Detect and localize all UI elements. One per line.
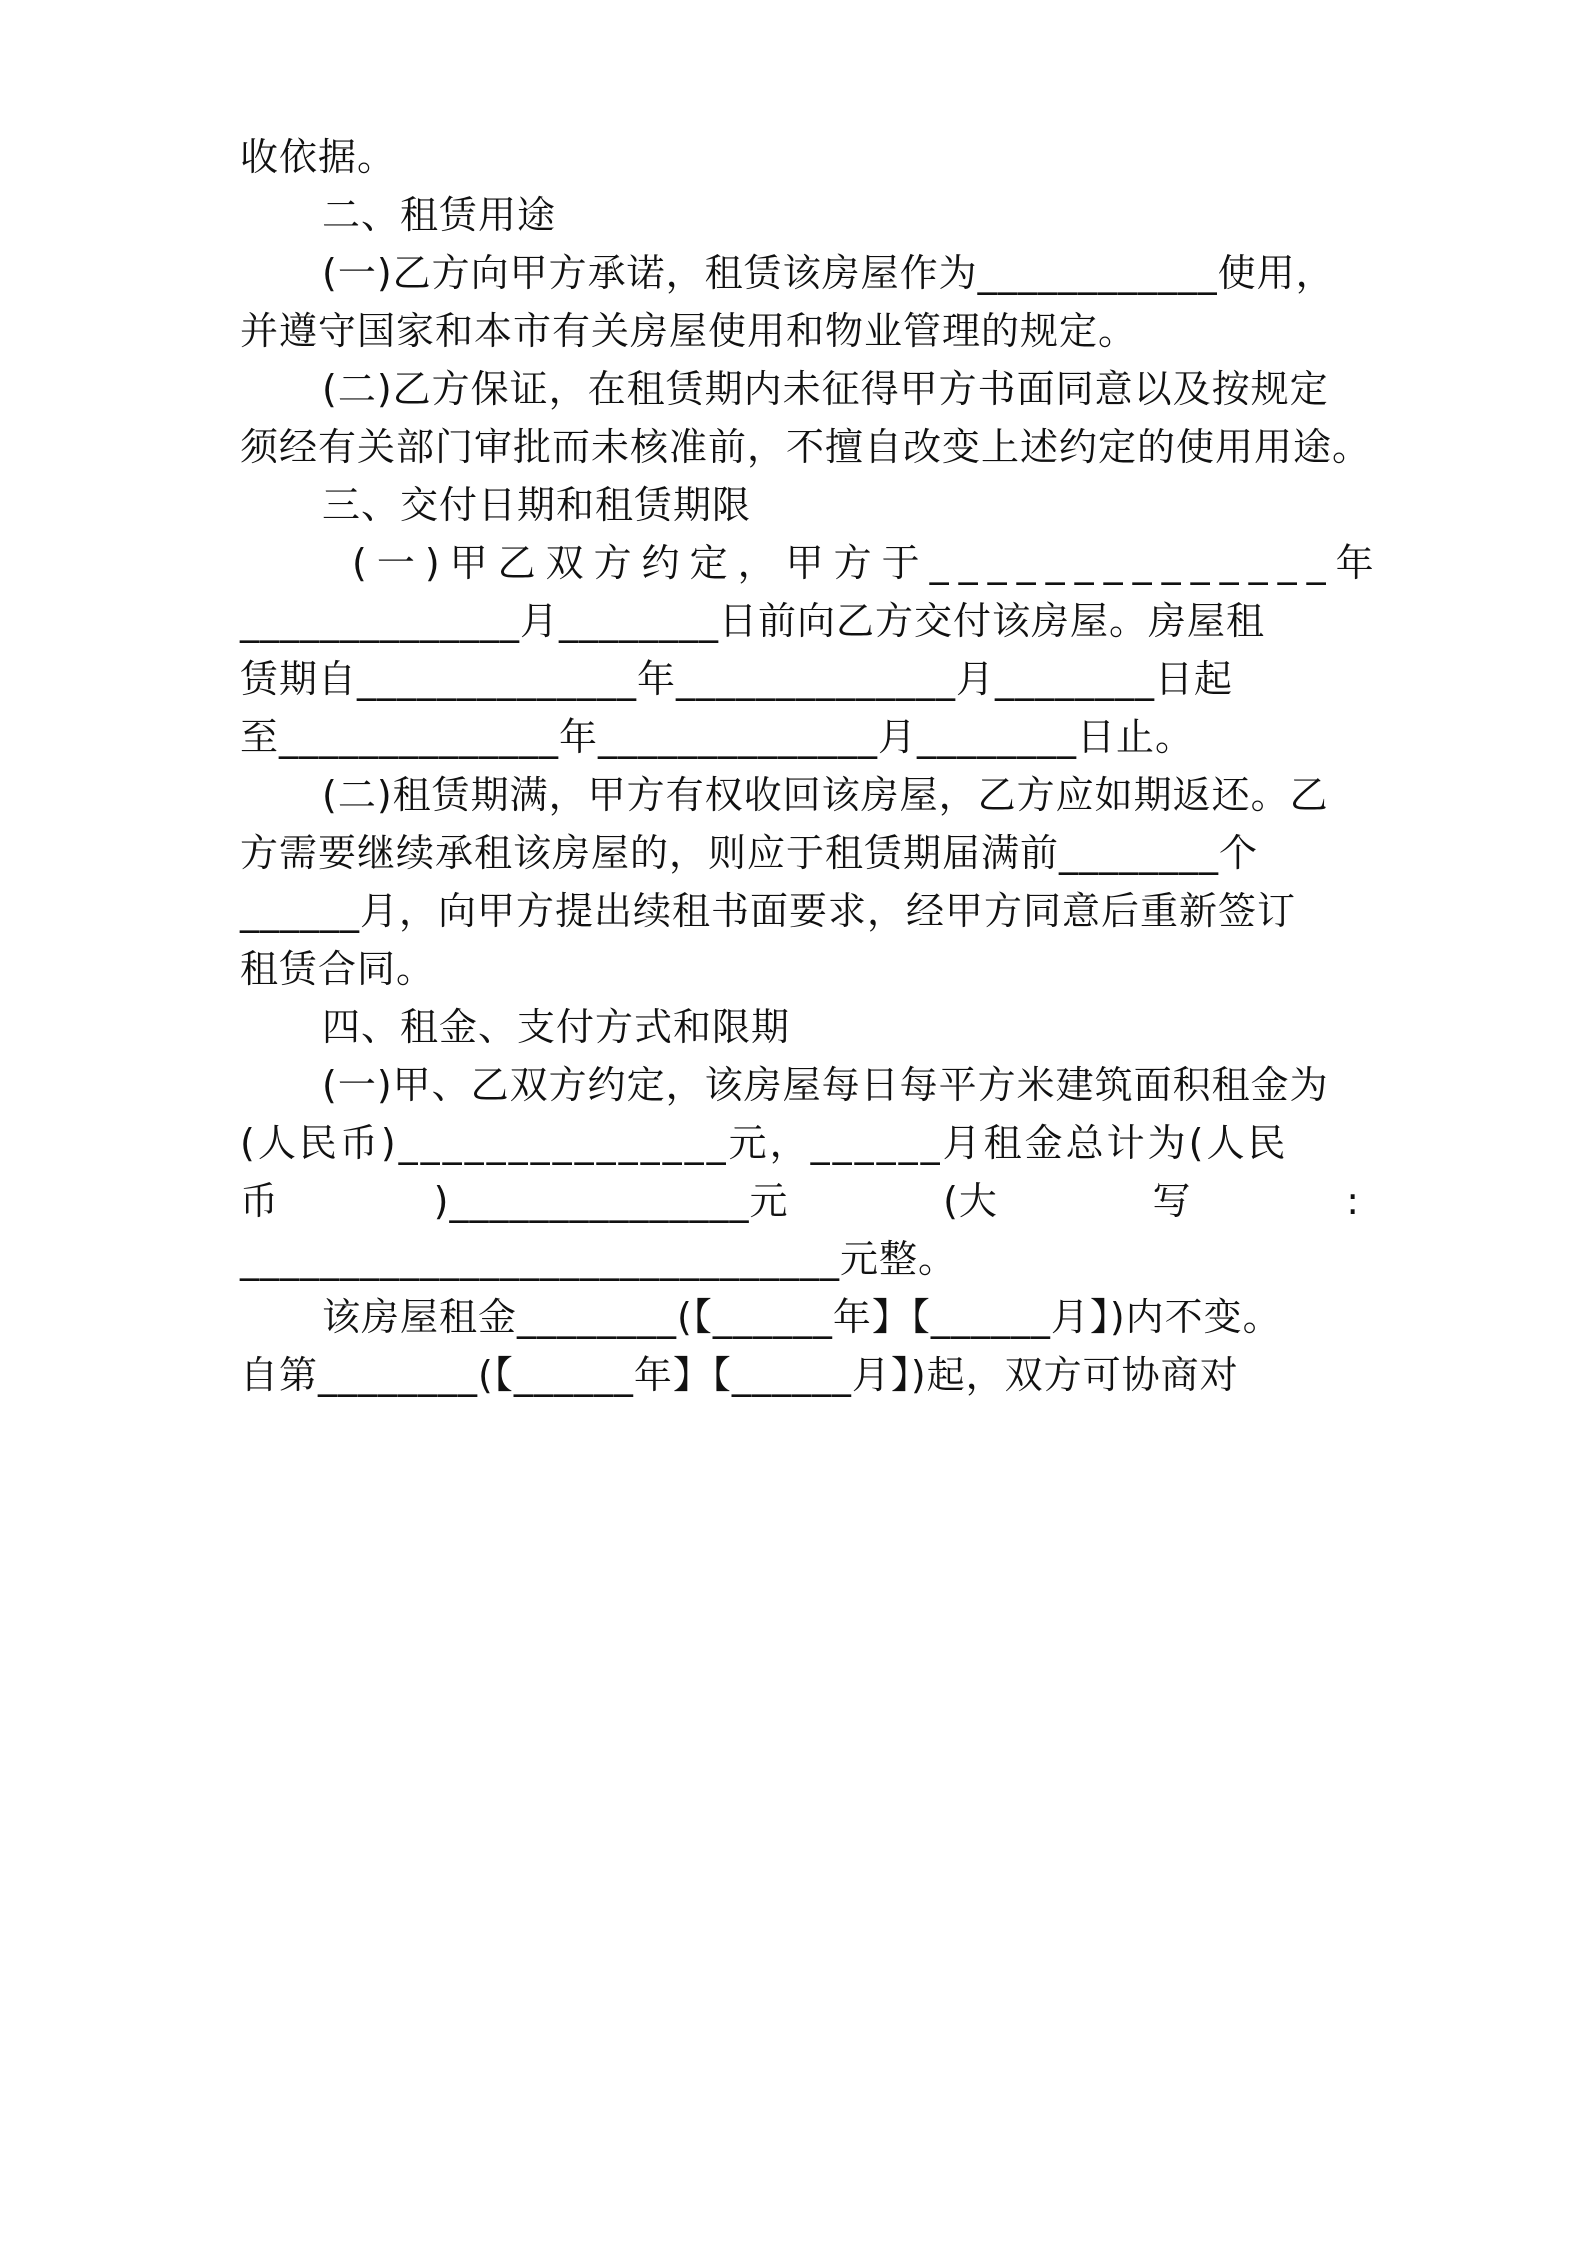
paragraph-line-1: 收依据。 xyxy=(240,135,397,179)
section-heading-2: 二、租赁用途 xyxy=(322,193,557,237)
paragraph-line-15: 租赁合同。 xyxy=(240,947,436,991)
paragraph-line-18: (人民币)_______________元，______月租金总计为(人民 xyxy=(240,1121,1289,1165)
line-19-part-4: 写 xyxy=(1152,1179,1192,1223)
paragraph-line-3: (一)乙方向甲方承诺，租赁该房屋作为____________使用， xyxy=(322,251,1335,295)
paragraph-line-6: 须经有关部门审批而未核准前，不擅自改变上述约定的使用用途。 xyxy=(240,425,1372,469)
paragraph-line-12: (二)租赁期满，甲方有权收回该房屋，乙方应如期返还。乙 xyxy=(322,773,1329,817)
section-heading-4: 四、租金、支付方式和限期 xyxy=(322,1005,791,1049)
line-19-part-2: )_______________元 xyxy=(433,1179,789,1223)
line-19-part-3: (大 xyxy=(943,1179,998,1223)
paragraph-line-22: 自第________(【______年】【______月】)起，双方可协商对 xyxy=(240,1353,1239,1397)
line-19-part-5: : xyxy=(1346,1179,1360,1223)
paragraph-line-10: 赁期自______________年______________月________日起 xyxy=(240,657,1234,701)
paragraph-line-9: ______________月________日前向乙方交付该房屋。房屋租 xyxy=(240,599,1266,643)
paragraph-line-13: 方需要继续承租该房屋的，则应于租赁期届满前________个 xyxy=(240,831,1259,875)
paragraph-line-8: (一)甲乙双方约定，甲方于______________年 xyxy=(352,541,1384,585)
paragraph-line-17: (一)甲、乙双方约定，该房屋每日每平方米建筑面积租金为 xyxy=(322,1063,1329,1107)
paragraph-line-4: 并遵守国家和本市有关房屋使用和物业管理的规定。 xyxy=(240,309,1138,353)
paragraph-line-5: (二)乙方保证，在租赁期内未征得甲方书面同意以及按规定 xyxy=(322,367,1329,411)
line-19-part-1: 币 xyxy=(240,1179,280,1223)
paragraph-line-21: 该房屋租金________(【______年】【______月】)内不变。 xyxy=(322,1295,1282,1339)
paragraph-line-20: ______________________________元整。 xyxy=(240,1237,958,1281)
paragraph-line-14: ______月，向甲方提出续租书面要求，经甲方同意后重新签订 xyxy=(240,889,1297,933)
section-heading-3: 三、交付日期和租赁期限 xyxy=(322,483,752,527)
paragraph-line-11: 至______________年______________月________日止。 xyxy=(240,715,1195,759)
